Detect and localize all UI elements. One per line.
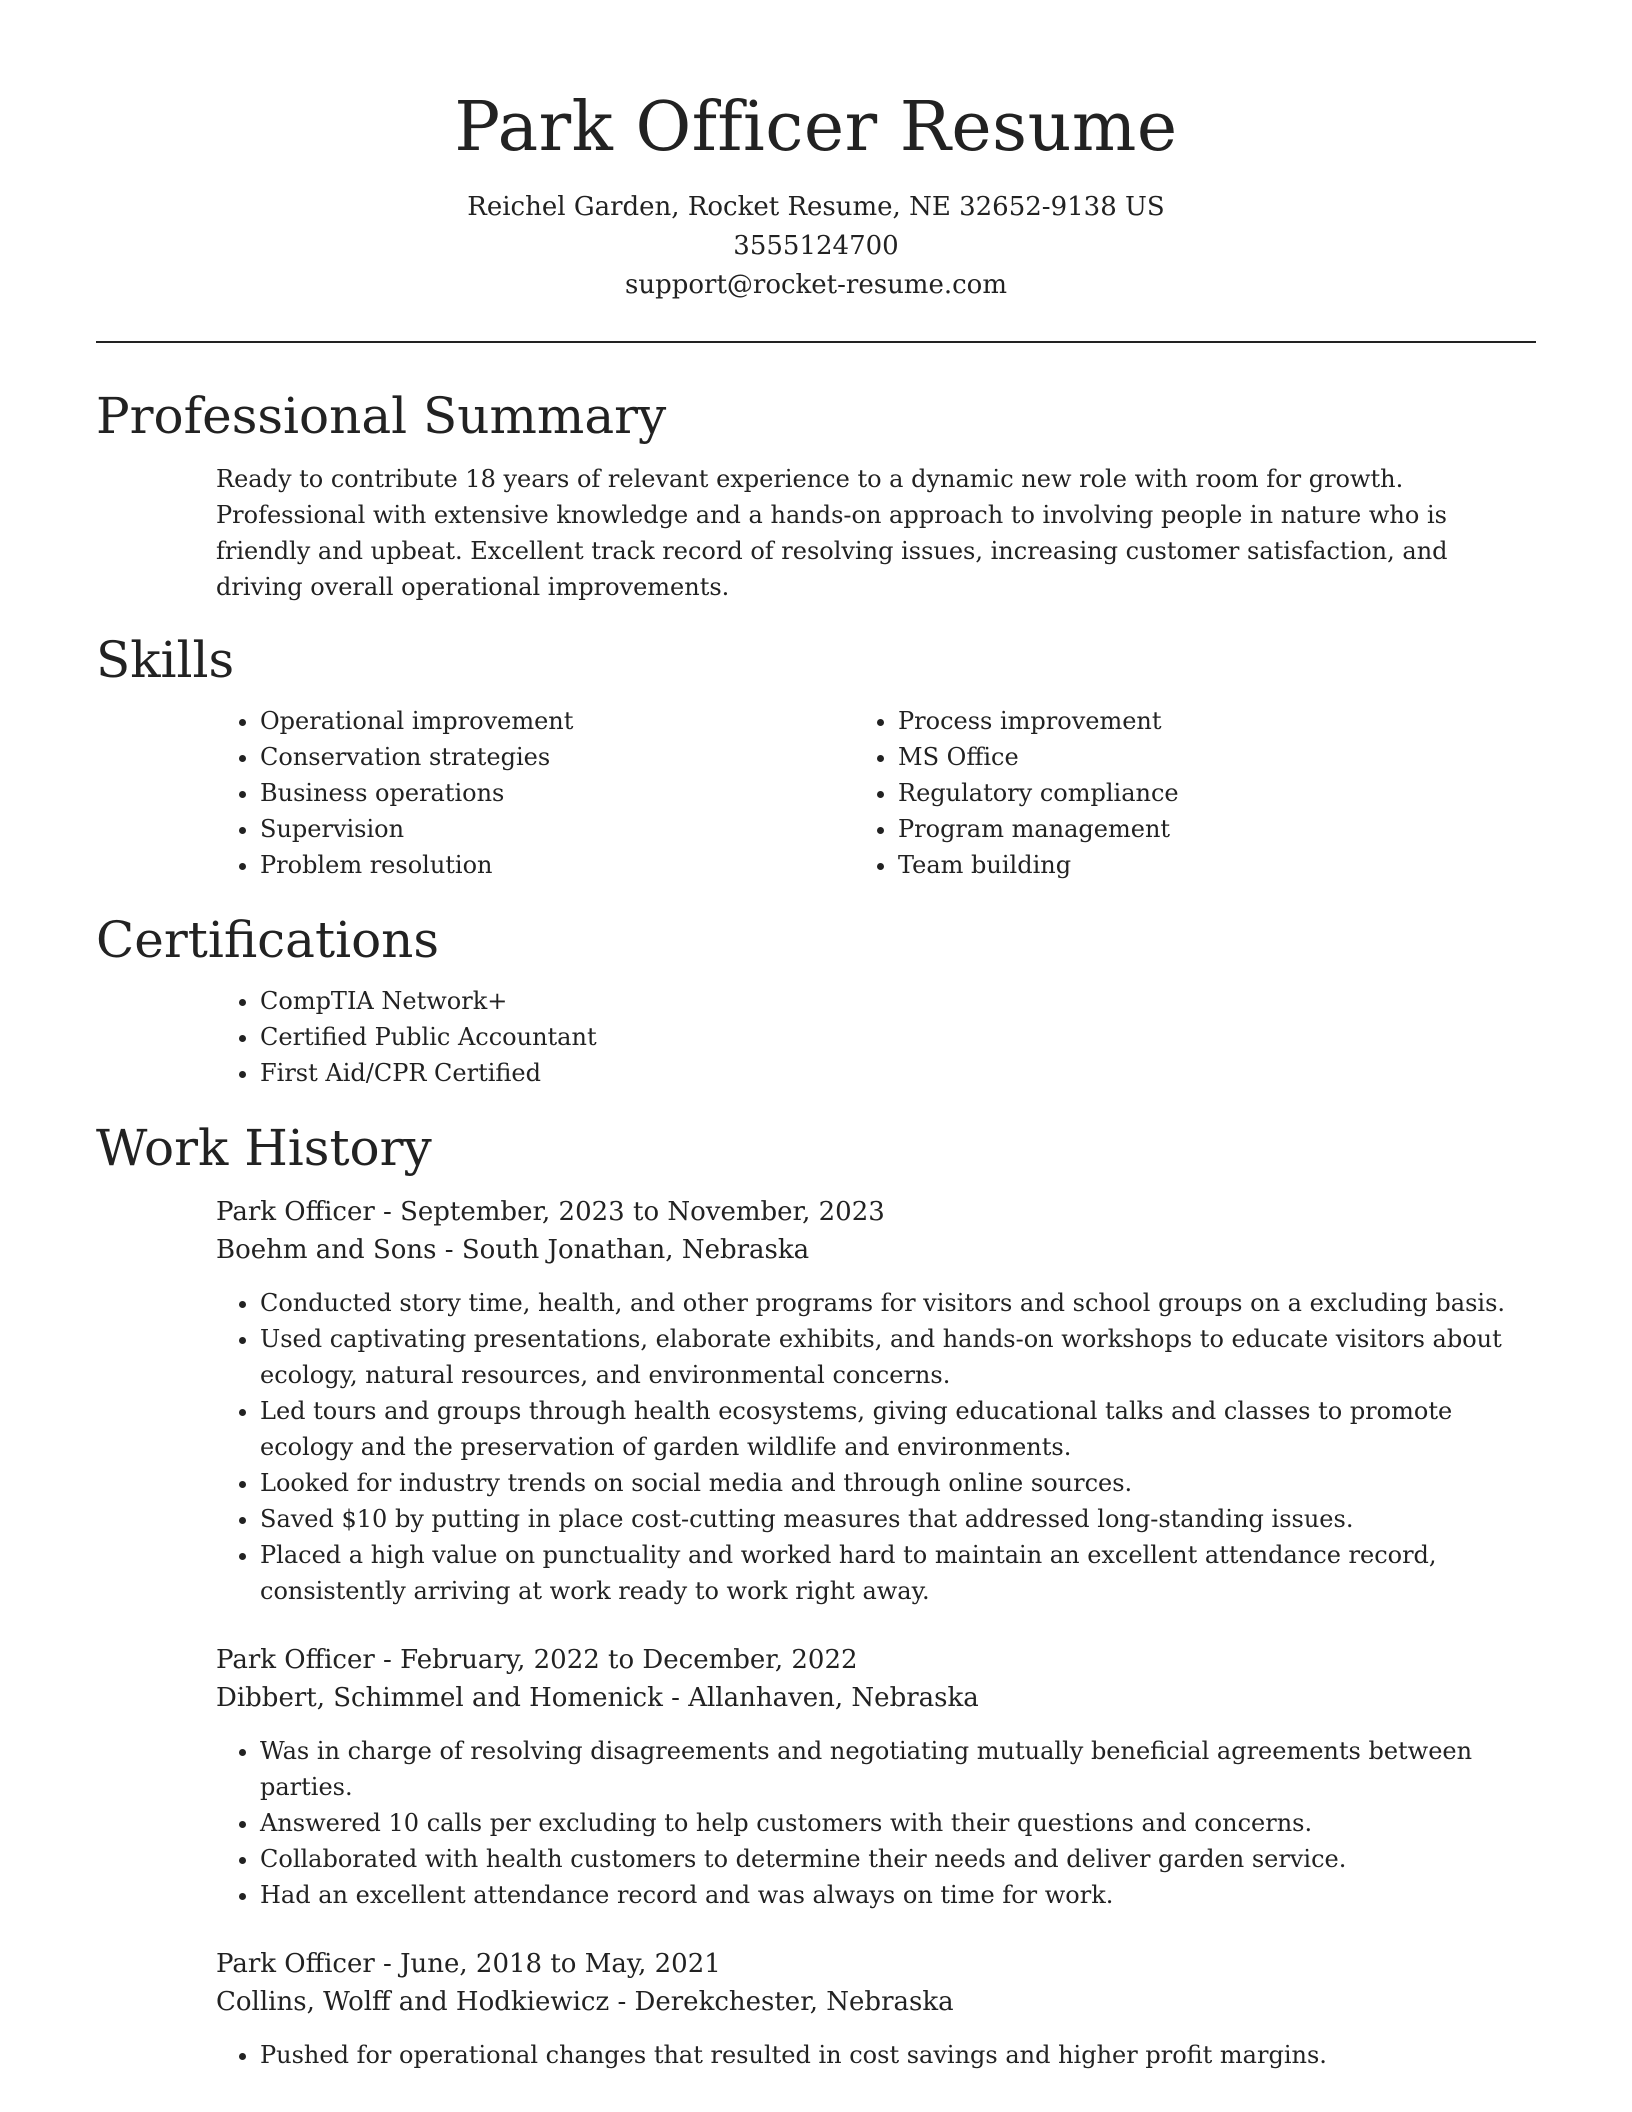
skills-list-left <box>260 703 898 883</box>
job-dates: June, 2018 to May, 2021 <box>400 1949 721 1979</box>
certifications-section <box>96 909 1536 1091</box>
job-dates: February, 2022 to December, 2022 <box>400 1645 858 1675</box>
job-bullet: • Placed a high value on punctuality and worked hard to maintain an excellent attendance record, consistently arriving at work ready to work right away. <box>260 1537 1536 1609</box>
job-location: Derekchester, Nebraska <box>634 1987 954 2017</box>
job-company-line: Boehm and Sons - South Jonathan, Nebraska <box>216 1235 810 1265</box>
skill-item: • Process improvement <box>898 703 1536 739</box>
job-bullet: • Was in charge of resolving disagreements and negotiating mutually beneficial agreements between parties. <box>260 1733 1536 1805</box>
contact-block <box>96 188 1536 305</box>
job-title-line: Park Officer - September, 2023 to November, 2023 <box>216 1197 885 1227</box>
skills-grid <box>260 703 1536 883</box>
job-company: Collins, Wolff and Hodkiewicz <box>216 1987 610 2017</box>
job-bullet: • Answered 10 calls per excluding to help customers with their questions and concerns. <box>260 1805 1536 1841</box>
certification-item: • CompTIA Network+ <box>260 983 1536 1019</box>
skills-heading: Skills <box>96 631 235 689</box>
certifications-list <box>260 983 1536 1091</box>
job-entry <box>216 1193 1536 1609</box>
job-entry <box>216 1945 1536 2073</box>
job-bullet: • Used captivating presentations, elaborate exhibits, and hands-on workshops to educate visitors about ecology, natural resources, and environmental concerns. <box>260 1321 1536 1393</box>
certification-item: • First Aid/CPR Certified <box>260 1055 1536 1091</box>
job-company-line: Collins, Wolff and Hodkiewicz - Derekchester, Nebraska <box>216 1987 954 2017</box>
skill-item: • Problem resolution <box>260 847 898 883</box>
resume-page <box>96 0 1536 2073</box>
job-title: Park Officer <box>216 1197 375 1227</box>
job-bullet: • Had an excellent attendance record and was always on time for work. <box>260 1877 1536 1913</box>
job-title-line: Park Officer - February, 2022 to December, 2022 <box>216 1645 858 1675</box>
summary-section <box>96 385 1536 605</box>
summary-text: Ready to contribute 18 years of relevant experience to a dynamic new role with room for growth. Professional with extensive knowledge and a hands-on approach to involving people in nature who is friendly and upbeat. Excellent track record of resolving issues, increasing customer satisfaction, and driving overall operational improvements. <box>216 465 1448 601</box>
job-bullet: • Led tours and groups through health ecosystems, giving educational talks and classes to promote ecology and the preservation of garden wildlife and environments. <box>260 1393 1536 1465</box>
job-bullets <box>260 2037 1536 2073</box>
skill-item: • Regulatory compliance <box>898 775 1536 811</box>
contact-phone: 3555124700 <box>733 231 899 261</box>
job-location: South Jonathan, Nebraska <box>461 1235 810 1265</box>
job-bullet: • Looked for industry trends on social media and through online sources. <box>260 1465 1536 1501</box>
job-company-line: Dibbert, Schimmel and Homenick - Allanhaven, Nebraska <box>216 1683 979 1713</box>
job-location: Allanhaven, Nebraska <box>688 1683 979 1713</box>
work-section <box>96 1117 1536 2073</box>
resume-title: Park Officer Resume <box>454 88 1178 167</box>
job-bullet: • Saved $10 by putting in place cost-cutting measures that addressed long-standing issues. <box>260 1501 1536 1537</box>
contact-email: support@rocket-resume.com <box>624 270 1007 300</box>
job-title: Park Officer <box>216 1645 375 1675</box>
contact-address: Reichel Garden, Rocket Resume, NE 32652-9138 US <box>467 192 1165 222</box>
job-bullet: • Conducted story time, health, and other programs for visitors and school groups on a excluding basis. <box>260 1285 1536 1321</box>
job-entry <box>216 1641 1536 1913</box>
job-bullets <box>260 1285 1536 1609</box>
certification-item: • Certified Public Accountant <box>260 1019 1536 1055</box>
job-dates: September, 2023 to November, 2023 <box>400 1197 885 1227</box>
summary-heading: Professional Summary <box>96 387 667 445</box>
job-company: Dibbert, Schimmel and Homenick <box>216 1683 663 1713</box>
job-bullets <box>260 1733 1536 1913</box>
job-title-line: Park Officer - June, 2018 to May, 2021 <box>216 1949 721 1979</box>
skills-list-right <box>898 703 1536 883</box>
skill-item: • Business operations <box>260 775 898 811</box>
skills-section <box>96 629 1536 883</box>
skill-item: • Supervision <box>260 811 898 847</box>
job-bullet: • Pushed for operational changes that resulted in cost savings and higher profit margins. <box>260 2037 1536 2073</box>
skill-item: • Team building <box>898 847 1536 883</box>
skill-item: • Operational improvement <box>260 703 898 739</box>
job-bullet: • Collaborated with health customers to determine their needs and deliver garden service. <box>260 1841 1536 1877</box>
skill-item: • MS Office <box>898 739 1536 775</box>
skill-item: • Conservation strategies <box>260 739 898 775</box>
job-title: Park Officer <box>216 1949 375 1979</box>
certifications-heading: Certifications <box>96 911 440 969</box>
header-divider <box>96 341 1536 343</box>
job-company: Boehm and Sons <box>216 1235 437 1265</box>
skill-item: • Program management <box>898 811 1536 847</box>
resume-header <box>96 0 1536 305</box>
work-heading: Work History <box>96 1119 432 1177</box>
